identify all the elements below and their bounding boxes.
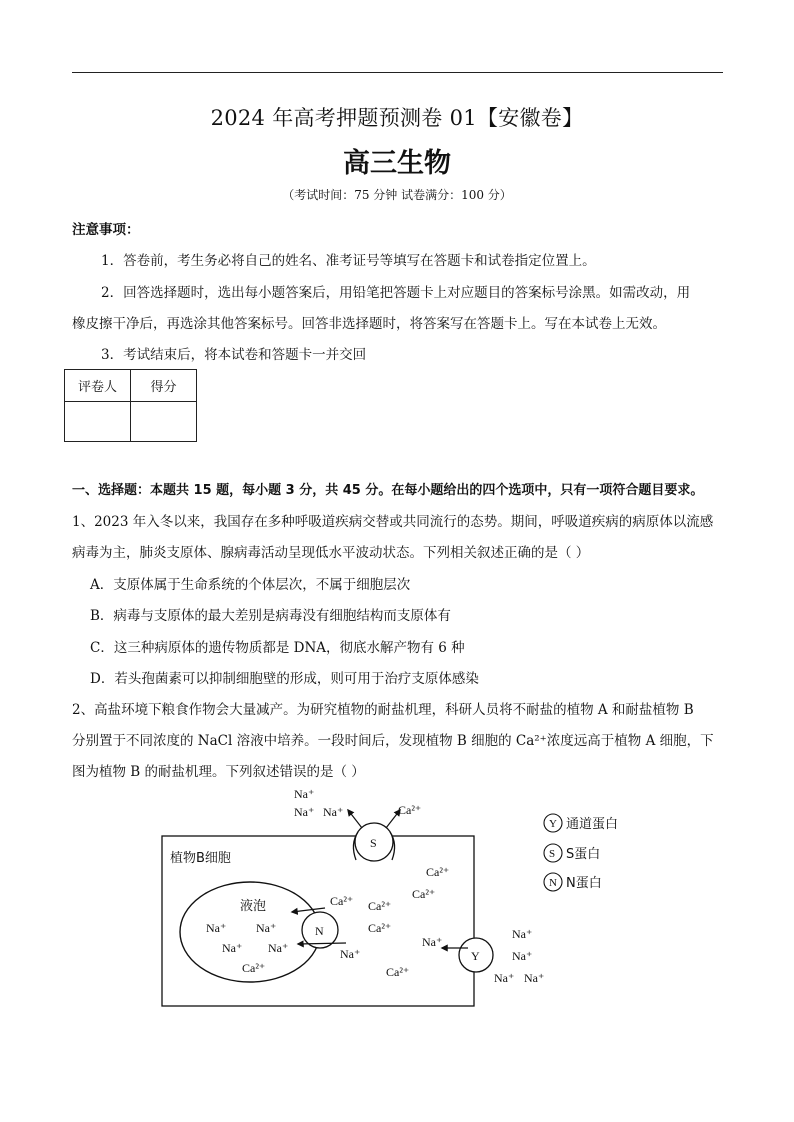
notice-heading: 注意事项： <box>72 222 140 238</box>
notice-item: 2．回答选择题时，选出每小题答案后，用铅笔把答题卡上对应题目的答案标号涂黑。如需改动，用 <box>101 285 691 301</box>
ca-ion: Ca²⁺ <box>386 965 410 979</box>
ca-ion: Ca²⁺ <box>368 921 392 935</box>
q2-stem: 分别置于不同浓度的 NaCl 溶液中培养。一段时间后，发现植物 B 细胞的 Ca²⁺浓度远高于植物 A 细胞，下 <box>72 733 714 749</box>
score-table <box>64 369 197 442</box>
ca-ion: Ca²⁺ <box>368 899 392 913</box>
na-ion: Na⁺ <box>422 935 443 949</box>
na-ion: Na⁺ <box>294 805 315 819</box>
score-cell[interactable] <box>131 402 197 442</box>
na-ion: Na⁺ <box>256 921 277 935</box>
q1-stem: 1、2023 年入冬以来，我国存在多种呼吸道疾病交替或共同流行的态势。期间，呼吸道疾病的病原体以流感 <box>72 514 714 530</box>
notice-item: 橡皮擦干净后，再选涂其他答案标号。回答非选择题时，将答案写在答题卡上。写在本试卷上无效。 <box>72 316 666 332</box>
q2-stem: 2、高盐环境下粮食作物会大量减产。为研究植物的耐盐机理，科研人员将不耐盐的植物 A 和耐盐植物 B <box>72 702 694 718</box>
grader-header: 评卷人 <box>65 370 131 402</box>
exam-info: （考试时间：75 分钟 试卷满分：100 分） <box>282 188 512 202</box>
ca-ion: Ca²⁺ <box>426 865 450 879</box>
svg-text:S蛋白: S蛋白 <box>566 847 601 862</box>
subject-title: 高三生物 <box>343 148 451 179</box>
na-ion: Na⁺ <box>512 927 533 941</box>
na-ion: Na⁺ <box>524 971 545 985</box>
score-header: 得分 <box>131 370 197 402</box>
q1-option-b: B．病毒与支原体的最大差别是病毒没有细胞结构而支原体有 <box>90 608 451 624</box>
legend-symbol: Y <box>549 818 557 830</box>
n-protein-icon: N <box>315 924 324 938</box>
vacuole-label: 液泡 <box>240 899 267 914</box>
notice-item: 1．答卷前，考生务必将自己的姓名、准考证号等填写在答题卡和试卷指定位置上。 <box>101 253 596 269</box>
na-ion: Na⁺ <box>323 805 344 819</box>
q1-option-d: D．若头孢菌素可以抑制细胞壁的形成，则可用于治疗支原体感染 <box>90 671 479 687</box>
svg-text:通道蛋白: 通道蛋白 <box>566 817 619 832</box>
ca-ion: Ca²⁺ <box>412 887 436 901</box>
q1-option-a: A．支原体属于生命系统的个体层次，不属于细胞层次 <box>90 577 411 593</box>
ca-ion: Ca²⁺ <box>330 894 354 908</box>
na-ion: Na⁺ <box>494 971 515 985</box>
header-rule <box>72 72 723 73</box>
na-ion: Na⁺ <box>222 941 243 955</box>
legend-s-protein <box>544 844 600 862</box>
na-ion: Na⁺ <box>206 921 227 935</box>
legend-n-protein <box>544 873 602 891</box>
salt-tolerance-diagram <box>150 780 650 1020</box>
y-protein-icon: Y <box>471 949 480 963</box>
q1-stem: 病毒为主，肺炎支原体、腺病毒活动呈现低水平波动状态。下列相关叙述正确的是（ ） <box>72 545 590 561</box>
s-protein-icon: S <box>370 836 377 850</box>
na-ion: Na⁺ <box>340 947 361 961</box>
paper-title: 2024 年高考押题预测卷 01【安徽卷】 <box>210 106 584 130</box>
na-ion: Na⁺ <box>294 787 315 801</box>
cell-label: 植物B细胞 <box>170 851 231 866</box>
grader-cell[interactable] <box>65 402 131 442</box>
notice-item: 3．考试结束后，将本试卷和答题卡一并交回 <box>101 347 367 363</box>
q2-stem: 图为植物 B 的耐盐机理。下列叙述错误的是（ ） <box>72 764 365 780</box>
na-ion: Na⁺ <box>512 949 533 963</box>
na-ion: Na⁺ <box>268 941 289 955</box>
ca-ion: Ca²⁺ <box>242 961 266 975</box>
q1-option-c: C．这三种病原体的遗传物质都是 DNA，彻底水解产物有 6 种 <box>90 640 465 656</box>
svg-text:N蛋白: N蛋白 <box>566 876 602 891</box>
ca-ion: Ca²⁺ <box>398 803 422 817</box>
legend-symbol: N <box>549 877 557 889</box>
legend-channel-protein <box>544 814 618 832</box>
section-heading: 一、选择题：本题共 15 题，每小题 3 分，共 45 分。在每小题给出的四个选项中，只有一项符合题目要求。 <box>72 483 704 498</box>
legend-symbol: S <box>549 848 556 860</box>
